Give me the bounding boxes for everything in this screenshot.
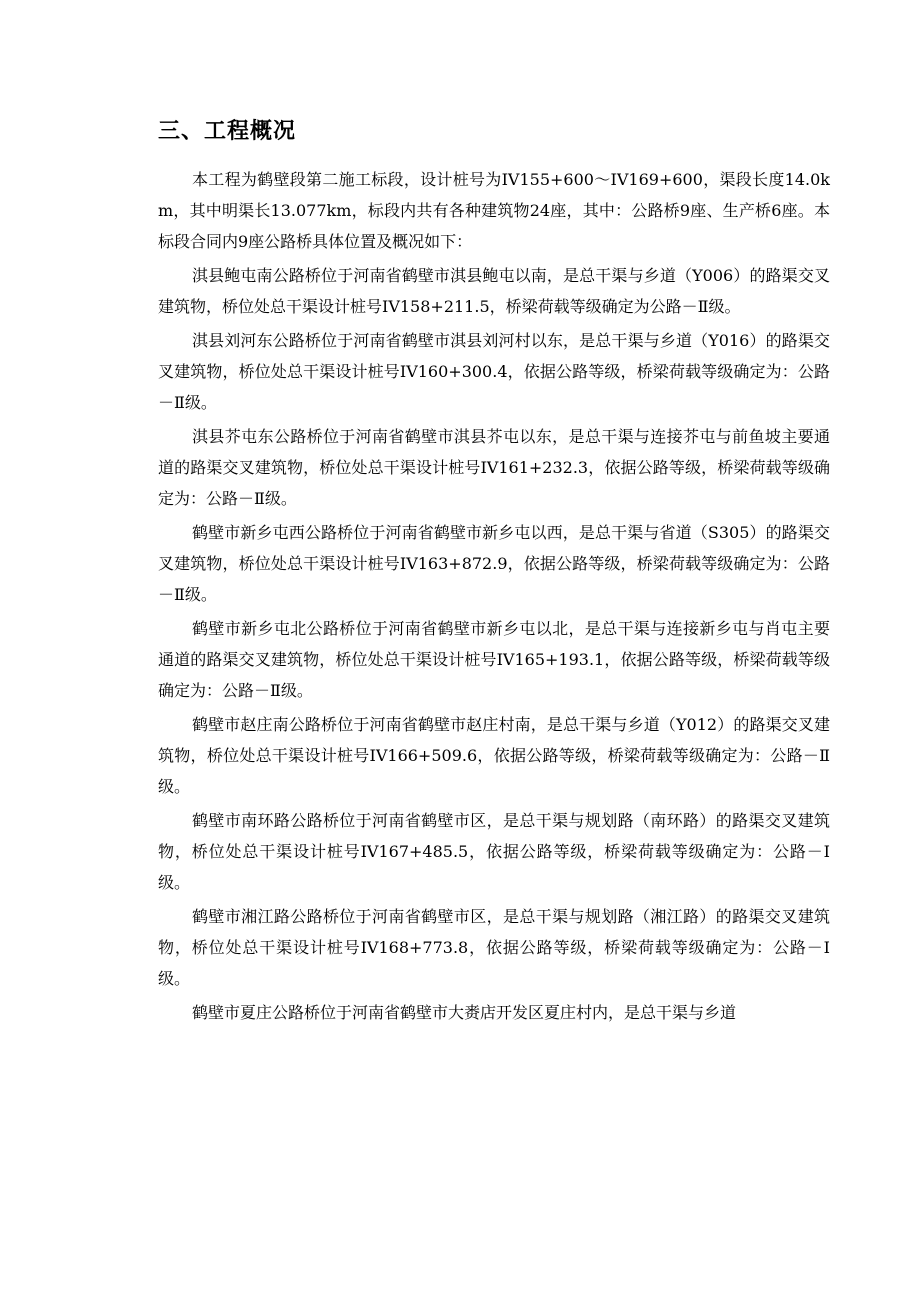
paragraph-bridge-xinxiangtun-west: 鹤壁市新乡屯西公路桥位于河南省鹤壁市新乡屯以西，是总干渠与省道（S305）的路渠交叉建筑物，桥位处总干渠设计桩号IV163+872.9，依据公路等级，桥梁荷载等级确定为：公路－Ⅱ级。 bbox=[158, 523, 830, 604]
paragraph-bridge-jietun-east: 淇县芥屯东公路桥位于河南省鹤壁市淇县芥屯以东，是总干渠与连接芥屯与前鱼坡主要通道的路渠交叉建筑物，桥位处总干渠设计桩号IV161+232.3，依据公路等级，桥梁荷载等级确定为：公路－Ⅱ级。 bbox=[158, 427, 830, 508]
paragraph-bridge-zhaozhuang-south: 鹤壁市赵庄南公路桥位于河南省鹤壁市赵庄村南，是总干渠与乡道（Y012）的路渠交叉建筑物，桥位处总干渠设计桩号IV166+509.6，依据公路等级，桥梁荷载等级确定为：公路－Ⅱ级。 bbox=[158, 715, 830, 796]
paragraph-overview: 本工程为鹤壁段第二施工标段，设计桩号为IV155+600～IV169+600，渠段长度14.0km，其中明渠长13.077km，标段内共有各种建筑物24座，其中：公路桥9座、生产桥6座。本标段合同内9座公路桥具体位置及概况如下： bbox=[158, 170, 830, 251]
paragraph-bridge-xinxiangtun-north: 鹤壁市新乡屯北公路桥位于河南省鹤壁市新乡屯以北，是总干渠与连接新乡屯与肖屯主要通道的路渠交叉建筑物，桥位处总干渠设计桩号IV165+193.1，依据公路等级，桥梁荷载等级确定为：公路－Ⅱ级。 bbox=[158, 619, 830, 700]
paragraph-bridge-liuhe-east: 淇县刘河东公路桥位于河南省鹤壁市淇县刘河村以东，是总干渠与乡道（Y016）的路渠交叉建筑物，桥位处总干渠设计桩号IV160+300.4，依据公路等级，桥梁荷载等级确定为：公路－Ⅱ级。 bbox=[158, 331, 830, 412]
paragraph-bridge-xiazhuang: 鹤壁市夏庄公路桥位于河南省鹤壁市大赉店开发区夏庄村内，是总干渠与乡道 bbox=[192, 1003, 737, 1022]
document-page bbox=[158, 112, 830, 1031]
section-heading: 三、工程概况 bbox=[158, 119, 297, 144]
paragraph-bridge-nanhuan-road: 鹤壁市南环路公路桥位于河南省鹤壁市区，是总干渠与规划路（南环路）的路渠交叉建筑物，桥位处总干渠设计桩号IV167+485.5，依据公路等级，桥梁荷载等级确定为：公路－Ⅰ级。 bbox=[158, 811, 830, 892]
paragraph-bridge-baotun-south: 淇县鲍屯南公路桥位于河南省鹤壁市淇县鲍屯以南，是总干渠与乡道（Y006）的路渠交叉建筑物，桥位处总干渠设计桩号IV158+211.5，桥梁荷载等级确定为公路－Ⅱ级。 bbox=[158, 266, 830, 316]
paragraph-bridge-xiangjiang-road: 鹤壁市湘江路公路桥位于河南省鹤壁市区，是总干渠与规划路（湘江路）的路渠交叉建筑物，桥位处总干渠设计桩号IV168+773.8，依据公路等级，桥梁荷载等级确定为：公路－Ⅰ级。 bbox=[158, 907, 830, 988]
